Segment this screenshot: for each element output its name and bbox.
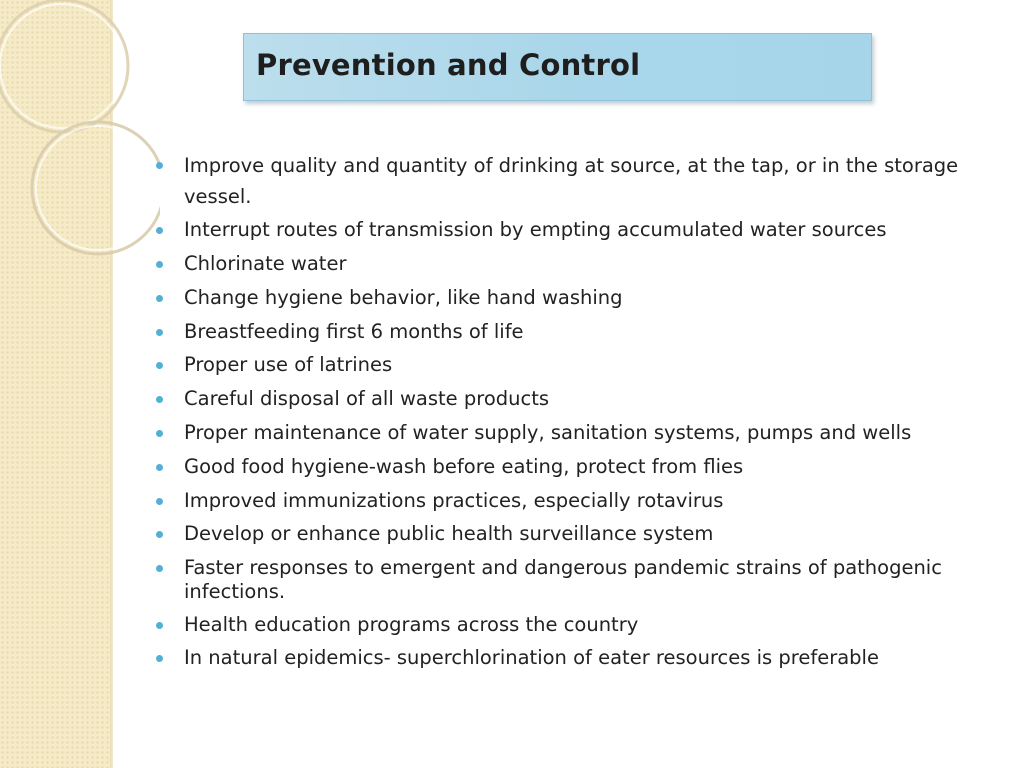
bullet-icon (156, 362, 163, 369)
list-item (150, 489, 1000, 513)
bullet-icon (156, 464, 163, 471)
bullet-icon (156, 261, 163, 268)
bullet-icon (156, 498, 163, 505)
list-item-text: Interrupt routes of transmission by empting accumulated water sources (184, 218, 887, 242)
list-item-text: Develop or enhance public health surveillance system (184, 522, 714, 546)
list-item (150, 353, 1000, 377)
bullet-icon (156, 162, 163, 169)
list-item-text: Health education programs across the country (184, 612, 639, 636)
slide-title: Prevention and Control (256, 48, 641, 82)
list-item (150, 646, 1000, 670)
list-item-text: Good food hygiene-wash before eating, protect from flies (184, 454, 744, 478)
list-item-text: Chlorinate water (184, 252, 347, 276)
list-item-text: Change hygiene behavior, like hand washing (184, 285, 623, 309)
list-item (150, 387, 1000, 411)
list-item-text: Improved immunizations practices, especially rotavirus (184, 488, 724, 512)
title-box (243, 33, 872, 101)
list-item (150, 286, 1000, 310)
bullet-icon (156, 565, 163, 572)
list-item-text: Proper maintenance of water supply, sanitation systems, pumps and wells (184, 420, 912, 444)
list-item (150, 556, 1000, 604)
list-item-text: Faster responses to emergent and dangerous pandemic strains of pathogenic infections. (184, 556, 942, 603)
bullet-icon (156, 655, 163, 662)
bullet-icon (156, 430, 163, 437)
list-item (150, 252, 1000, 276)
list-item-text: Careful disposal of all waste products (184, 387, 550, 411)
list-item (150, 150, 1000, 212)
list-item (150, 455, 1000, 479)
bullet-icon (156, 531, 163, 538)
list-item-text: Improve quality and quantity of drinking at source, at the tap, or in the storage vessel. (184, 154, 959, 209)
list-item (150, 522, 1000, 546)
list-item (150, 421, 1000, 445)
bullet-icon (156, 227, 163, 234)
bullet-list (150, 150, 1000, 680)
list-item-text: Proper use of latrines (184, 353, 393, 377)
list-item-text: In natural epidemics- superchlorination of eater resources is preferable (184, 646, 879, 670)
list-item (150, 320, 1000, 344)
list-item (150, 613, 1000, 637)
bullet-icon (156, 295, 163, 302)
bullet-icon (156, 622, 163, 629)
list-item (150, 218, 1000, 242)
decorative-rings-graphic (0, 0, 160, 300)
list-item-text: Breastfeeding first 6 months of life (184, 319, 524, 343)
bullet-icon (156, 329, 163, 336)
bullet-icon (156, 396, 163, 403)
